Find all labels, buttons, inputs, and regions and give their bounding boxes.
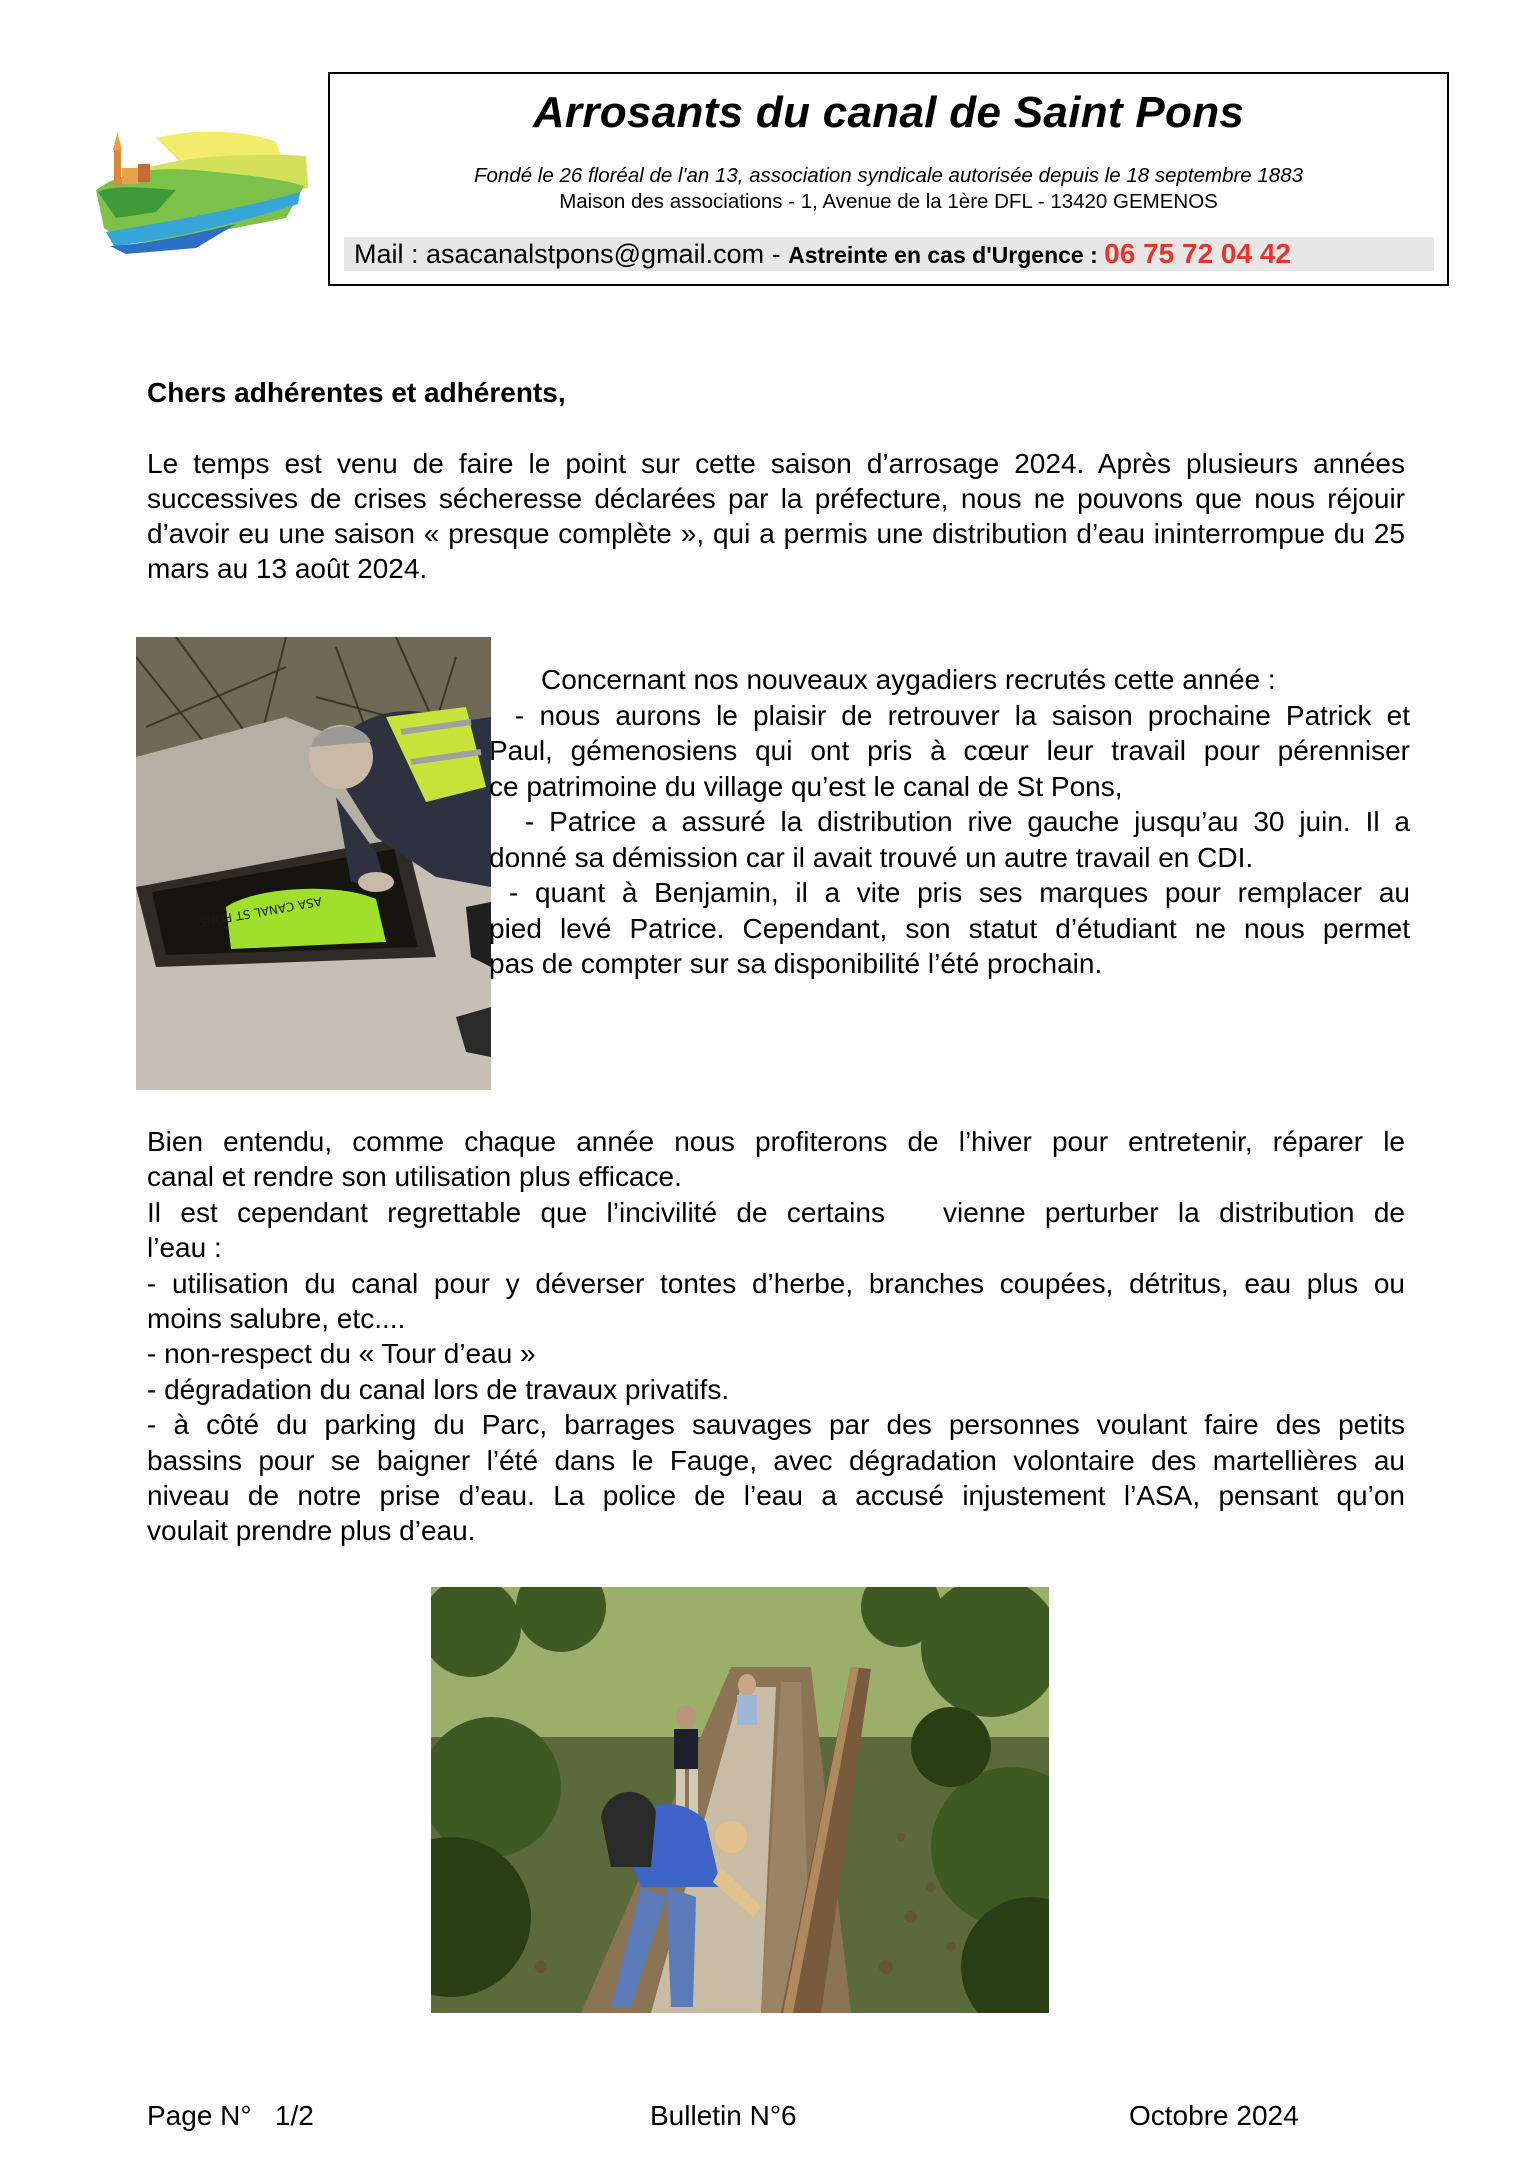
bulletin-number: Bulletin N°6 <box>650 2100 797 2131</box>
maintenance-line: canal et rendre son utilisation plus efficace. <box>147 1161 682 1193</box>
maintenance-line: l’eau : <box>147 1232 222 1264</box>
worker-manhole-photo <box>136 637 491 1090</box>
maintenance-line: voulait prendre plus d’eau. <box>147 1515 476 1547</box>
maintenance-line: niveau de notre prise d’eau. La police de l’eau a accusé injustement l’ASA, pensant qu’on <box>147 1480 1405 1512</box>
recruits-section <box>489 662 1410 982</box>
page-number: Page N° 1/2 <box>147 2100 314 2131</box>
maintenance-line: - utilisation du canal pour y déverser tontes d’herbe, branches coupées, détritus, eau plus ou <box>147 1267 1405 1299</box>
recruits-line: Concernant nos nouveaux aygadiers recrutés cette année : <box>541 664 1276 695</box>
founding-line: Fondé le 26 floréal de l'an 13, association syndicale autorisée depuis le 18 septembre 1883 <box>473 164 1303 187</box>
contact-bar <box>344 237 1434 271</box>
recruits-line: - Patrice a assuré la distribution rive gauche jusqu’au 30 juin. Il a <box>525 806 1410 837</box>
vest-text: ASA CANAL ST PONS <box>197 894 323 930</box>
letterhead-box <box>328 72 1449 286</box>
recruits-line: - quant à Benjamin, il a vite pris ses marques pour remplacer au <box>509 877 1410 908</box>
mail-contact[interactable]: Mail : asacanalstpons@gmail.com - <box>354 239 789 269</box>
recruits-line: ce patrimoine du village qu’est le canal de St Pons, <box>489 770 1123 802</box>
recruits-line: - nous aurons le plaisir de retrouver la saison prochaine Patrick et <box>515 699 1410 731</box>
canal-cleaning-photo <box>431 1587 1049 2013</box>
maintenance-line: bassins pour se baigner l’été dans le Fauge, avec dégradation volontaire des martellières au <box>147 1444 1405 1476</box>
maintenance-line: - à côté du parking du Parc, barrages sauvages par des personnes voulant faire des petits <box>147 1409 1405 1441</box>
recruits-line: pied levé Patrice. Cependant, son statut d’étudiant ne nous permet <box>489 912 1410 944</box>
emergency-label: Astreinte en cas d'Urgence : <box>788 242 1105 268</box>
maintenance-line: Bien entendu, comme chaque année nous profiterons de l’hiver pour entretenir, réparer le <box>147 1126 1405 1157</box>
season-summary-paragraph: Le temps est venu de faire le point sur cette saison d’arrosage 2024. Après plusieurs années successives de crises sécheresse déclarées par la préfecture, nous ne pouvons que nous réjouir d’avoir eu une saison « presque complète », qui a permis une distribution d’eau ininterrompue du 25 mars au 13 août 2024. <box>147 448 1405 584</box>
recruits-line: donné sa démission car il avait trouvé un autre travail en CDI. <box>489 841 1254 873</box>
bulletin-date: Octobre 2024 <box>1129 2100 1299 2131</box>
letter-greeting: Chers adhérentes et adhérents, <box>147 377 566 408</box>
maintenance-line: - non-respect du « Tour d’eau » <box>147 1338 536 1370</box>
maintenance-line: moins salubre, etc.... <box>147 1303 406 1335</box>
association-logo <box>86 128 312 256</box>
address-line: Maison des associations - 1, Avenue de la 1ère DFL - 13420 GEMENOS <box>559 190 1218 213</box>
maintenance-line: - dégradation du canal lors de travaux privatifs. <box>147 1373 730 1405</box>
recruits-line: Paul, gémenosiens qui ont pris à cœur leur travail pour pérenniser <box>489 735 1410 766</box>
emergency-phone[interactable]: 06 75 72 04 42 <box>1104 238 1291 269</box>
maintenance-section <box>147 1124 1405 1549</box>
recruits-line: pas de compter sur sa disponibilité l’été prochain. <box>489 948 1103 979</box>
maintenance-line: Il est cependant regrettable que l’incivilité de certains vienne perturber la distribution de <box>147 1196 1405 1228</box>
association-title: Arrosants du canal de Saint Pons <box>532 88 1245 137</box>
